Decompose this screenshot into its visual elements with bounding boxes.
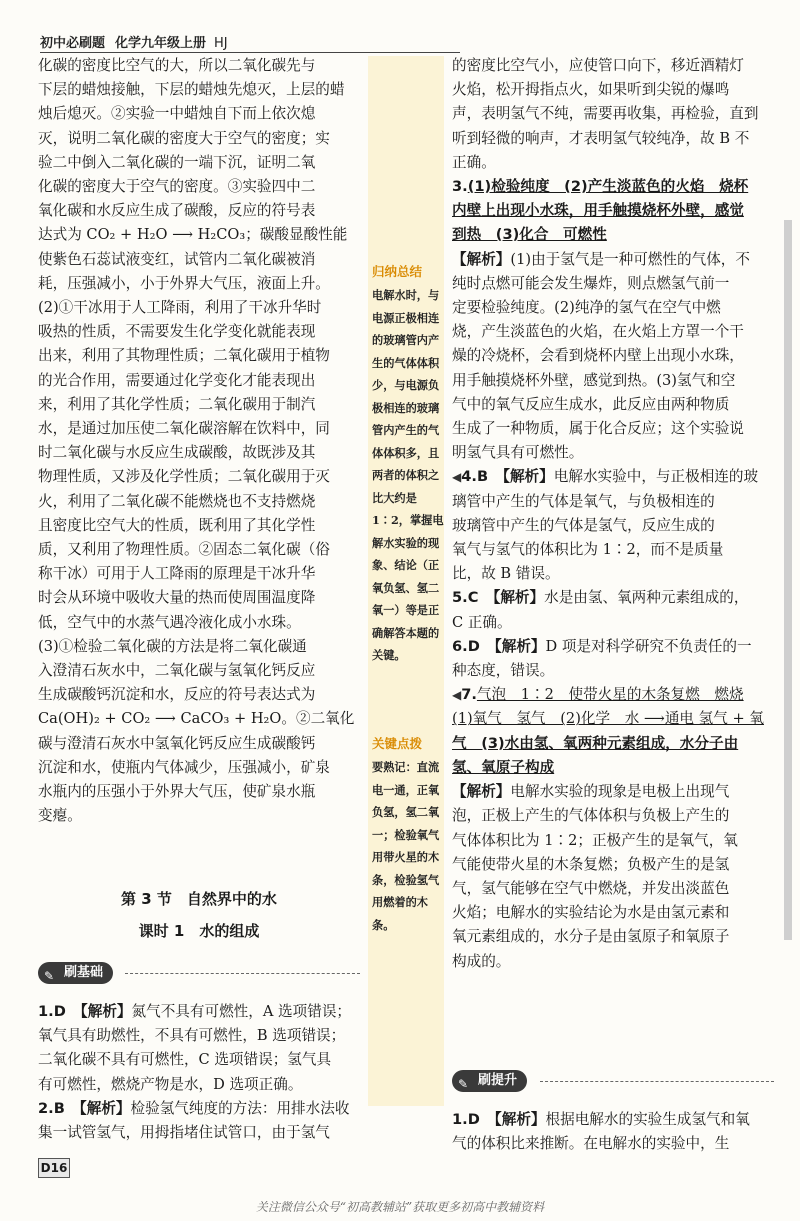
improve-practice-tag	[452, 1070, 527, 1092]
text-line: 达式为 CO₂ + H₂O ⟶ H₂CO₃；碳酸显酸性能	[38, 226, 348, 244]
page-edge-shadow	[784, 220, 792, 940]
text-line: 沉淀和水，使瓶内气体减少，压强减小，矿泉	[38, 758, 330, 776]
text-line: 低，空气中的水蒸气遇冷液化成小水珠。	[38, 613, 301, 631]
answer-line: 气 (3)水由氢、氧两种元素组成，水分子由	[452, 734, 739, 752]
text-line: 时会从环境中吸收大量的热而使周围温度降	[38, 589, 316, 607]
text-line: 气，氢气能够在空气中燃烧，并发出淡蓝色	[452, 879, 730, 897]
answer-q5: 5.C 【解析】水是由氢、氧两种元素组成的，	[452, 589, 749, 607]
text-line: 的密度比空气小，应使管口向下，移近酒精灯	[452, 57, 744, 74]
answer-letter: B	[53, 1099, 65, 1117]
answer-letter: B	[476, 468, 489, 486]
key-text: 要熟记：直流电一通，正氧负氢，氢二氧一；检验氧气用带火星的木条，检验氢气用燃着的木条。	[372, 760, 440, 932]
text-line: 火焰，松开拇指点火，如果听到尖锐的爆鸣	[452, 81, 730, 99]
text-line: 生成碳酸钙沉淀和水，反应的符号表达式为	[38, 686, 316, 704]
analysis-label: 【解析】	[502, 468, 554, 486]
answer-line: 内壁上出现小水珠，用手触摸烧杯外壁，感觉	[452, 202, 744, 220]
tag-divider	[125, 973, 360, 974]
pointer-arrow-icon: ◀	[452, 470, 462, 485]
answer-line: 到热 (3)化合 可燃性	[452, 226, 607, 244]
answer-letter: D	[53, 1003, 66, 1020]
text-line: 水，是通过加压使二氧化碳溶解在饮料中，同	[38, 420, 330, 438]
text-line: 玻璃管中产生的气体是氢气，反应生成的	[452, 516, 715, 534]
answer-letter: D	[467, 1111, 480, 1128]
tag-divider	[540, 1081, 774, 1082]
brush-icon: ✎	[44, 969, 55, 983]
answer-q6: 6.D 【解析】D 项是对科学研究不负责任的一	[452, 637, 752, 655]
text-line: 水瓶内的压强小于外界大气压，使矿泉水瓶	[38, 783, 316, 801]
improve-practice-label: 刷提升	[478, 1073, 518, 1088]
basic-answers	[38, 1000, 360, 1145]
text-line: 集一试管氢气，用拇指堵住试管口，由于氢气	[38, 1124, 330, 1142]
answer-line: 氢、氧原子构成	[452, 758, 555, 776]
running-header	[40, 32, 760, 52]
text-line: C 正确。	[452, 613, 512, 631]
answer-q4: ◀4.B 【解析】电解水实验中，与正极相连的玻	[452, 468, 759, 486]
text-line: 时二氧化碳与水反应生成碳酸，故既涉及其	[38, 444, 316, 462]
text-line: 氧元素组成的，水分子是由氢原子和氧原子	[452, 928, 730, 946]
basic-practice-label: 刷基础	[64, 965, 104, 980]
text-line: 质，又利用了物理性质。②固态二氧化碳（俗	[38, 541, 330, 559]
text-line: 气中的氧气反应生成水，此反应由两种物质	[452, 395, 730, 413]
text-line: 气体体积比为 1∶2；正极产生的是氧气，氧	[452, 831, 738, 849]
analysis-label: 【解析】	[494, 637, 546, 655]
text-line: 吸热的性质，不需要发生化学变化就能表现	[38, 323, 316, 341]
series-name: 初中必刷题	[40, 36, 106, 51]
text-line: 氧气具有助燃性，不具有可燃性，B 选项错误；	[38, 1027, 346, 1045]
footer-note: 关注微信公众号“初高教辅站”获取更多初高中教辅资料	[255, 1200, 545, 1214]
text-line: 璃管中产生的气体是氧气，与负极相连的	[452, 492, 715, 510]
text-line: 的光合作用，需要通过化学变化才能表现出	[38, 371, 316, 389]
text-line: 灭，说明二氧化碳的密度大于空气的密度；实	[38, 129, 330, 147]
text-line: 生成了一种物质，属于化合反应；这个实验说	[452, 420, 744, 438]
text-line: 烧，产生淡蓝色的火焰，在火焰上方罩一个干	[452, 323, 744, 341]
text-line: 纯时点燃可能会发生爆炸，则点燃氢气前一	[452, 274, 730, 292]
text-line: 有可燃性，燃烧产物是水，D 选项正确。	[38, 1075, 303, 1093]
text-line: 气能使带火星的木条复燃；负极产生的是氢	[452, 855, 730, 873]
text-line: 碳与澄清石灰水中氢氧化钙反应生成碳酸钙	[38, 734, 316, 752]
summary-text: 电解水时，与电源正极相连的玻璃管内产生的气体体积少，与电源负极相连的玻璃管内产生的气体体积多，且两者的体积之比大约是1∶2，掌握电解水实验的现象、结论（正氧负氢、氢二氧一）等是正确解答本题的关键。	[372, 288, 444, 662]
text-line: 定要检验纯度。(2)纯净的氢气在空气中燃	[452, 299, 721, 317]
improve-answers	[452, 1108, 774, 1156]
brush-icon: ✎	[458, 1077, 469, 1091]
text-line: 入澄清石灰水中，二氧化碳与氢氧化钙反应	[38, 662, 316, 680]
header-rule	[40, 52, 460, 53]
analysis-label: 【解析】	[80, 1003, 132, 1020]
text-line: (2)①干冰用于人工降雨，利用了干冰升华时	[38, 299, 322, 317]
text-line: 来，利用了其化学性质；二氧化碳用于制汽	[38, 395, 316, 413]
text-line: 泡，正极上产生的气体体积与负极上产生的	[452, 807, 730, 825]
text-line: 氧化碳和水反应生成了碳酸，反应的符号表	[38, 202, 316, 220]
text-line: 种态度，错误。	[452, 662, 555, 680]
answer-q7: ◀7.气泡 1∶2 使带火星的木条复燃 燃烧	[452, 686, 744, 704]
analysis-label: 【解析】	[494, 1111, 546, 1128]
basic-practice-tag	[38, 962, 113, 984]
text-line: 氧气与氢气的体积比为 1∶2，而不是质量	[452, 541, 724, 559]
lesson-title: 课时 1 水的组成	[138, 922, 260, 940]
text-line: Ca(OH)₂ + CO₂ ⟶ CaCO₃ + H₂O。②二氧化	[38, 710, 355, 728]
text-line: 正确。	[452, 153, 496, 171]
edition-code: HJ	[214, 36, 228, 51]
text-line: 物理性质，又涉及化学性质；二氧化碳用于灭	[38, 468, 330, 486]
analysis-label: 【解析】	[452, 783, 511, 801]
key-note	[372, 734, 444, 936]
text-line: 出来，利用了其物理性质；二氧化碳用于植物	[38, 347, 330, 365]
analysis-label: 【解析】	[79, 1099, 131, 1117]
pointer-arrow-icon: ◀	[452, 688, 462, 703]
book-title: 化学九年级上册	[115, 36, 207, 51]
answer-q2: 2.B 【解析】检验氢气纯度的方法：用排水法收	[38, 1099, 350, 1117]
right-column: 的密度比空气小，应使管口向下，移近酒精灯 火焰，松开拇指点火，如果听到尖锐的爆鸣 声，表明氢气不纯，需要再收集，再检验，直到 听到轻微的响声，才表明氢气较纯净，故 B 不 正确。 3.(1)检验纯度 (2)产生淡蓝色的火焰 烧杯 内壁上出现小水珠，用手触摸烧杯外壁，感觉 到热 (3)化合 可燃性 【解析】(1)由于氢气是一种可燃性的气体，不 纯时点燃可能会发生爆炸，则点燃氢气前一 定要检验纯度。(2)纯净的氢气在空气中燃 烧，产生淡蓝色的火焰，在火焰上方罩一个干 燥的冷烧杯，会看到烧杯内壁上出现小水珠， 用手触摸烧杯外壁，感觉到热。(3)氢气和空 气中的氧气反应生成水，此反应由两种物质 生成了一种物质，属于化合反应；这个实验说 明氢气具有可燃性。 ◀4.B 【解析】电解水实验中，与正极相连的玻 璃管中产生的气体是氧气，与负极相连的 玻璃管中产生的气体是氢气，反应生成的 氧气与氢气的体积比为 1∶2，而不是质量 比，故 B 错误。 5.C 【解析】水是由氢、氧两种元素组成的， C 正确。 6.D 【解析】D 项是对科学研究不负责任的一 种态度，错误。 ◀7.气泡 1∶2 使带火星的木条复燃 燃烧 (1)氧气 氢气 (2)化学 水 ⟶通电 氢气 + 氧 气 (3)水由氢、氧两种元素组成，水分子由 氢、氧原子构成 【解析】电解水实验的现象是电极上出现气 泡，正极上产生的气体体积与负极上产生的 气体体积比为 1∶2；正极产生的是氧气，氧 气能使带火星的木条复燃；负极产生的是氢 气，氢气能够在空气中燃烧，并发出淡蓝色 火焰；电解水的实验结论为水是由氢元素和 氧元素组成的，水分子是由氢原子和氧原子 构成的。	[452, 54, 774, 974]
answer-q1: 1.D 【解析】氮气不具有可燃性，A 选项错误；	[38, 1003, 352, 1020]
text-line: 验二中倒入二氧化碳的一端下沉，证明二氧	[38, 153, 316, 171]
summary-title: 归纳总结	[372, 264, 423, 279]
text-line: 声，表明氢气不纯，需要再收集，再检验，直到	[452, 105, 759, 123]
text-line: 用手触摸烧杯外壁，感觉到热。(3)氢气和空	[452, 371, 736, 389]
text-line: 使紫色石蕊试液变红，试管内二氧化碳被消	[38, 250, 316, 268]
text-line: 且密度比空气大的性质，既利用了其化学性	[38, 516, 316, 534]
page-number: D16	[38, 1158, 70, 1178]
text-line: 化碳的密度比空气的大，所以二氧化碳先与	[38, 57, 316, 74]
text-line: 听到轻微的响声，才表明氢气较纯净，故 B 不	[452, 129, 750, 147]
answer-letter: C	[467, 589, 479, 607]
text-line: 称干冰）可用于人工降雨的原理是干冰升华	[38, 565, 316, 583]
text-line: 烛后熄灭。②实验一中蜡烛自下而上依次熄	[38, 105, 316, 123]
text-line: 比，故 B 错误。	[452, 565, 560, 583]
answer-letter: D	[467, 637, 480, 655]
answer-q3: 3.(1)检验纯度 (2)产生淡蓝色的火焰 烧杯	[452, 178, 749, 196]
text-line: (3)①检验二氧化碳的方法是将二氧化碳通	[38, 637, 307, 655]
text-line: 化碳的密度大于空气的密度。③实验四中二	[38, 178, 316, 196]
key-title: 关键点拨	[372, 736, 423, 751]
text-line: 火焰；电解水的实验结论为水是由氢元素和	[452, 904, 730, 922]
summary-note	[372, 262, 444, 667]
text-line: 火，利用了二氧化碳不能燃烧也不支持燃烧	[38, 492, 316, 510]
text-line: 燥的冷烧杯，会看到烧杯内壁上出现小水珠，	[452, 347, 744, 365]
text-line: 明氢气具有可燃性。	[452, 444, 584, 462]
text-line: 耗，压强减小，小于外界大气压，液面上升。	[38, 274, 330, 292]
analysis-label: 【解析】	[493, 589, 545, 607]
answer-q1-improve: 1.D 【解析】根据电解水的实验生成氢气和氧	[452, 1111, 750, 1128]
text-line: 二氧化碳不具有可燃性，C 选项错误；氢气具	[38, 1051, 332, 1069]
answer-line: (1)氧气 氢气 (2)化学 水 ⟶通电 氢气 + 氧	[452, 710, 764, 728]
text-line: 构成的。	[452, 952, 511, 970]
analysis-label: 【解析】	[452, 250, 511, 268]
left-column	[38, 54, 360, 829]
text-line: 变瘪。	[38, 807, 82, 825]
text-line: 气的体积比来推断。在电解水的实验中，生	[452, 1135, 730, 1153]
text-line: 下层的蜡烛接触，下层的蜡烛先熄灭，上层的蜡	[38, 81, 345, 99]
section-title: 第 3 节 自然界中的水	[121, 890, 277, 908]
